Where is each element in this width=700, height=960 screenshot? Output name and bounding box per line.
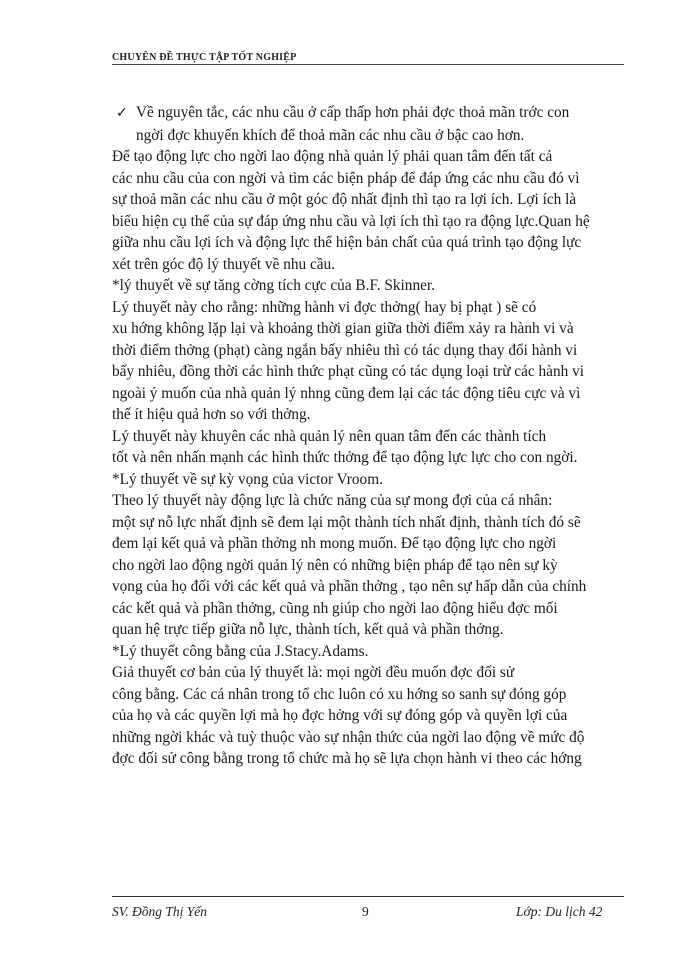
text-line: tốt và nên nhấn mạnh các hình thức thởng để tạo động lực lực cho con ngời.: [112, 449, 578, 466]
section-heading: *Lý thuyết về sự kỳ vọng của victor Vroom.: [112, 470, 383, 488]
text-line: xu hớng không lặp lại và khoảng thời gian giữa thời điểm xảy ra hành vi và: [112, 320, 574, 337]
header-rule: [112, 64, 624, 65]
bullet-line: ✓ Về nguyên tắc, các nhu cầu ở cấp thấp hơn phải đợc thoả mãn trớc con: [112, 102, 624, 125]
text-line: ngoài ý muốn của nhà quản lý nhng cũng đem lại các tác động tiêu cực và vì: [112, 384, 581, 402]
text-line: một sự nỗ lực nhất định sẽ đem lại một thành tích nhất định, thành tích đó sẽ: [112, 513, 581, 531]
text-line: biểu hiện cụ thể của sự đáp ứng nhu cầu và lợi ích thì tạo ra động lực.Quan hệ: [112, 212, 590, 230]
text-line: Lý thuyết này khuyên các nhà quản lý nên quan tâm đến các thành tích: [112, 427, 547, 445]
checkmark-icon: ✓: [116, 106, 128, 121]
text-line: xét trên góc độ lý thuyết về nhu cầu.: [112, 255, 336, 273]
document-header: CHUYÊN ĐỀ THỰC TẬP TỐT NGHIỆP: [112, 52, 297, 63]
text-line: giữa nhu cầu lợi ích và động lực thể hiện bản chất của quá trình tạo động lực: [112, 234, 582, 251]
footer-author: SV. Đồng Thị Yến: [112, 904, 208, 919]
text-line: quan hệ trực tiếp giữa nỗ lực, thành tích, kết quả và phần thởng.: [112, 621, 504, 638]
text-line: thời điểm thởng (phạt) càng ngắn bấy nhiêu thì có tác dụng thay đổi hành vi: [112, 341, 578, 359]
text-line: ngời đợc khuyến khích để thoả mãn các nhu cầu ở bậc cao hơn.: [136, 126, 525, 144]
text-line: các kết quả và phần thởng, cũng nh giúp cho ngời lao động hiểu đợc mối: [112, 599, 558, 617]
text-line: sự thoả mãn các nhu cầu ở một góc độ nhất định thì tạo ra lợi ích. Lợi ích là: [112, 191, 577, 208]
text-line: bấy nhiêu, đồng thời các hình thức phạt cũng có tác dụng loại trừ các hành vi: [112, 363, 584, 380]
document-body: [112, 102, 624, 770]
text-line: Để tạo động lực cho ngời lao động nhà quản lý phải quan tâm đến tất cả: [112, 148, 553, 165]
text-line: thế ít hiệu quả hơn so với thởng.: [112, 406, 311, 423]
text-line: Theo lý thuyết này động lực là chức năng của sự mong đợi của cá nhân:: [112, 492, 553, 509]
text-line: Lý thuyết này cho rằng: những hành vi đợc thởng( hay bị phạt ) sẽ có: [112, 298, 537, 316]
section-heading: *Lý thuyết công bằng của J.Stacy.Adams.: [112, 642, 369, 660]
section-heading: *lý thuyết về sự tăng cờng tích cực của B.F. Skinner.: [112, 277, 435, 294]
text-line: đợc đối sử công bằng trong tổ chức mà họ sẽ lựa chọn hành vi theo các hớng: [112, 750, 582, 767]
text-line: đem lại kết quả và phần thởng nh mong muốn. Để tạo động lực cho ngời: [112, 535, 557, 552]
text-line: cho ngời lao động ngời quản lý nên có những biện pháp để tạo nên sự kỳ: [112, 556, 558, 574]
page-number: 9: [362, 904, 369, 919]
text-line: các nhu cầu của con ngời và tìm các biện pháp để đáp ứng các nhu cầu đó vì: [112, 169, 580, 187]
text-line: vọng của họ đối với các kết quả và phần thởng , tạo nên sự hấp dẫn của chính: [112, 578, 587, 595]
text-line: Giả thuyết cơ bản của lý thuyết là: mọi ngời đều muốn đợc đối sử: [112, 664, 515, 681]
footer-rule: [112, 896, 624, 897]
text-line: của họ và các quyền lợi mà họ đợc hởng với sự đóng góp và quyền lợi của: [112, 707, 568, 724]
text-line: những ngời khác và tuỳ thuộc vào sự nhận thức của ngời lao động về mức độ: [112, 728, 585, 746]
text-line: công bằng. Các cá nhân trong tổ chc luôn có xu hớng so sanh sự đóng góp: [112, 685, 567, 703]
footer-class: Lớp: Du lịch 42: [516, 904, 603, 919]
